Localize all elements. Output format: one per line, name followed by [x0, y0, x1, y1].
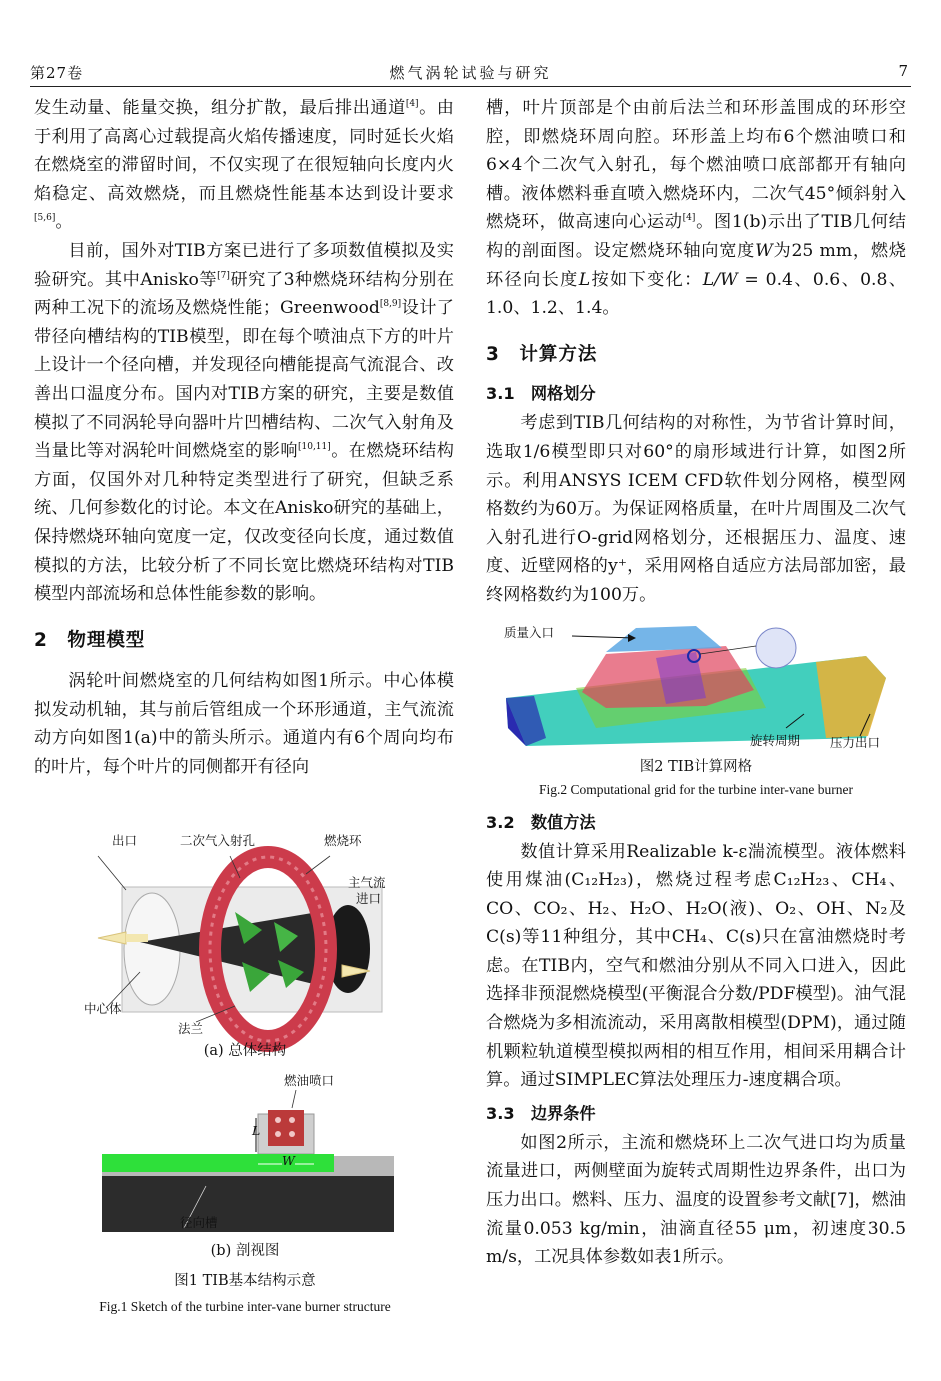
section-2-heading: 2 物理模型 [34, 629, 146, 651]
label-center-body: 中心体 [84, 1001, 122, 1016]
paragraph-numerical-method: 数值计算采用Realizable k-ε湍流模型。液体燃料使用煤油(C₁₂H₂₃)，燃烧过程考虑C₁₂H₂₃、CH₄、CO、CO₂、H₂、H₂O、H₂O(液)、O₂、OH、N₂及C(s)等11种组分，其中CH₄、C(s)只在富油燃烧时考虑。在TIB内，空气和燃油分别从不同入口进入，因此选择非预混燃烧模型(平衡混合分数/PDF模型)。油气混合燃烧为多相流流动，采用离散相模型(DPM)，通过随机颗粒轨道模型模拟两相的相互作用，相间采用耦合计算。通过SIMPLEC算法处理压力-速度耦合项。 [486, 841, 906, 1091]
label-main-inlet-1: 主气流 [348, 875, 386, 890]
paragraph-intro-end: 发生动量、能量交换，组分扩散，最后排出通道[4]。由于利用了高离心过载提高火焰传播速度，同时延长火焰在燃烧室的滞留时间，不仅实现了在很短轴向长度内火焰稳定、高效燃烧，而且燃烧性能基本达到设计要求[5,6]。 [34, 98, 454, 233]
tib-section-view-image [30, 1090, 460, 1240]
dim-L-label: L [252, 1123, 261, 1138]
subsection-3-2-heading: 3.2 数值方法 [486, 812, 596, 832]
label-fuel-nozzle: 燃油喷口 [284, 1073, 335, 1088]
fig1-sub-a: (a) 总体结构 [203, 1043, 287, 1059]
label-main-inlet-2: 进口 [356, 891, 382, 906]
paragraph-literature: 目前，国外对TIB方案已进行了多项数值模拟及实验研究。其中Anisko等[7]研究了3种燃烧环结构分别在两种工况下的流场及燃烧性能；Greenwood[8,9]设计了带径向槽结构的TIB模型，即在每个喷油点下方的叶片上设计一个径向槽，并发现径向槽能提高气流混合、改善出口温度分布。国内对TIB方案的研究，主要是数值模拟了不同涡轮导向器叶片凹槽结构、二次气入射角及当量比等对涡轮叶间燃烧室的影响[10,11]。在燃烧环结构方面，仅国外对几种特定类型进行了研究，但缺乏系统、几何参数化的讨论。本文在Anisko研究的基础上，保持燃烧环轴向宽度一定，仅改变径向长度，通过数值模拟的方法，比较分析了不同长宽比燃烧环结构对TIB模型内部流场和总体性能参数的影响。 [34, 240, 455, 605]
label-combustion-ring: 燃烧环 [324, 833, 362, 848]
tib-overall-structure-image [30, 832, 460, 1052]
section-3-heading: 3 计算方法 [486, 343, 598, 365]
label-secondary-hole: 二次气入射孔 [180, 833, 256, 848]
paragraph-mesh: 考虑到TIB几何结构的对称性，为节省计算时间，选取1/6模型即只对60°的扇形域进行计算，如图2所示。利用ANSYS ICEM CFD软件划分网格，模型网格数约为60万。为保证网格质量，在叶片周围及二次气入射孔进行O-grid网格划分，还根据压力、温度、速度、近壁网格的y⁺，采用网格自适应方法局部加密，最终网格数约为100万。 [486, 413, 906, 605]
fig1-caption-en: Fig.1 Sketch of the turbine inter-vane burner structure [99, 1299, 391, 1314]
fig1-caption-zh: 图1 TIB基本结构示意 [174, 1273, 316, 1289]
label-pressure-outlet: 压力出口 [830, 734, 881, 750]
label-outlet: 出口 [112, 833, 138, 848]
left-column [34, 94, 454, 782]
figure-1 [30, 822, 460, 1322]
fig2-caption-zh: 图2 TIB计算网格 [639, 758, 753, 775]
dim-W-label: W [282, 1153, 295, 1168]
volume-label: 第27卷 [30, 64, 84, 82]
paragraph-boundary-conditions: 如图2所示，主流和燃烧环上二次气进口均为质量流量进口，两侧壁面为旋转式周期性边界条件，出口为压力出口。燃料、压力、温度的设置参考文献[7]，燃油流量0.053 kg/min，油滴直径55 μm，初速度30.5 m/s，工况具体参数如表1所示。 [486, 1132, 906, 1268]
label-flange: 法兰 [178, 1021, 204, 1036]
right-column [486, 94, 906, 1272]
label-rotational-period: 旋转周期 [750, 732, 801, 748]
subsection-3-1-heading: 3.1 网格划分 [486, 384, 596, 404]
header-rule [30, 86, 911, 87]
fig2-caption-en: Fig.2 Computational grid for the turbine inter-vane burner [539, 781, 853, 797]
label-radial-slot: 径向槽 [180, 1215, 218, 1230]
figure-2 [486, 618, 906, 800]
journal-title: 燃气涡轮试验与研究 [389, 64, 552, 82]
label-mass-inlet: 质量入口 [504, 624, 555, 640]
page-number: 7 [898, 62, 909, 80]
subsection-3-3-heading: 3.3 边界条件 [486, 1103, 596, 1123]
paragraph-physical-model: 涡轮叶间燃烧室的几何结构如图1所示。中心体模拟发动机轴，其与前后管组成一个环形通道，主气流流动方向如图1(a)中的箭头所示。通道内有6个周向均布的叶片，每个叶片的同侧都开有径向 [34, 671, 454, 778]
paragraph-structure-cont: 槽，叶片顶部是个由前后法兰和环形盖围成的环形空腔，即燃烧环周向腔。环形盖上均布6个燃油喷口和6×4个二次气入射孔，每个燃油喷口底部都开有轴向槽。液体燃料垂直喷入燃烧环内，二次气45°倾斜射入燃烧环，做高速向心运动[4]。图1(b)示出了TIB几何结构的剖面图。设定燃烧环轴向宽度W为25 mm，燃烧环径向长度L按如下变化：L/W = 0.4、0.6、0.8、1.0、1.2、1.4。 [486, 98, 906, 319]
fig1-sub-b: (b) 剖视图 [210, 1243, 280, 1259]
